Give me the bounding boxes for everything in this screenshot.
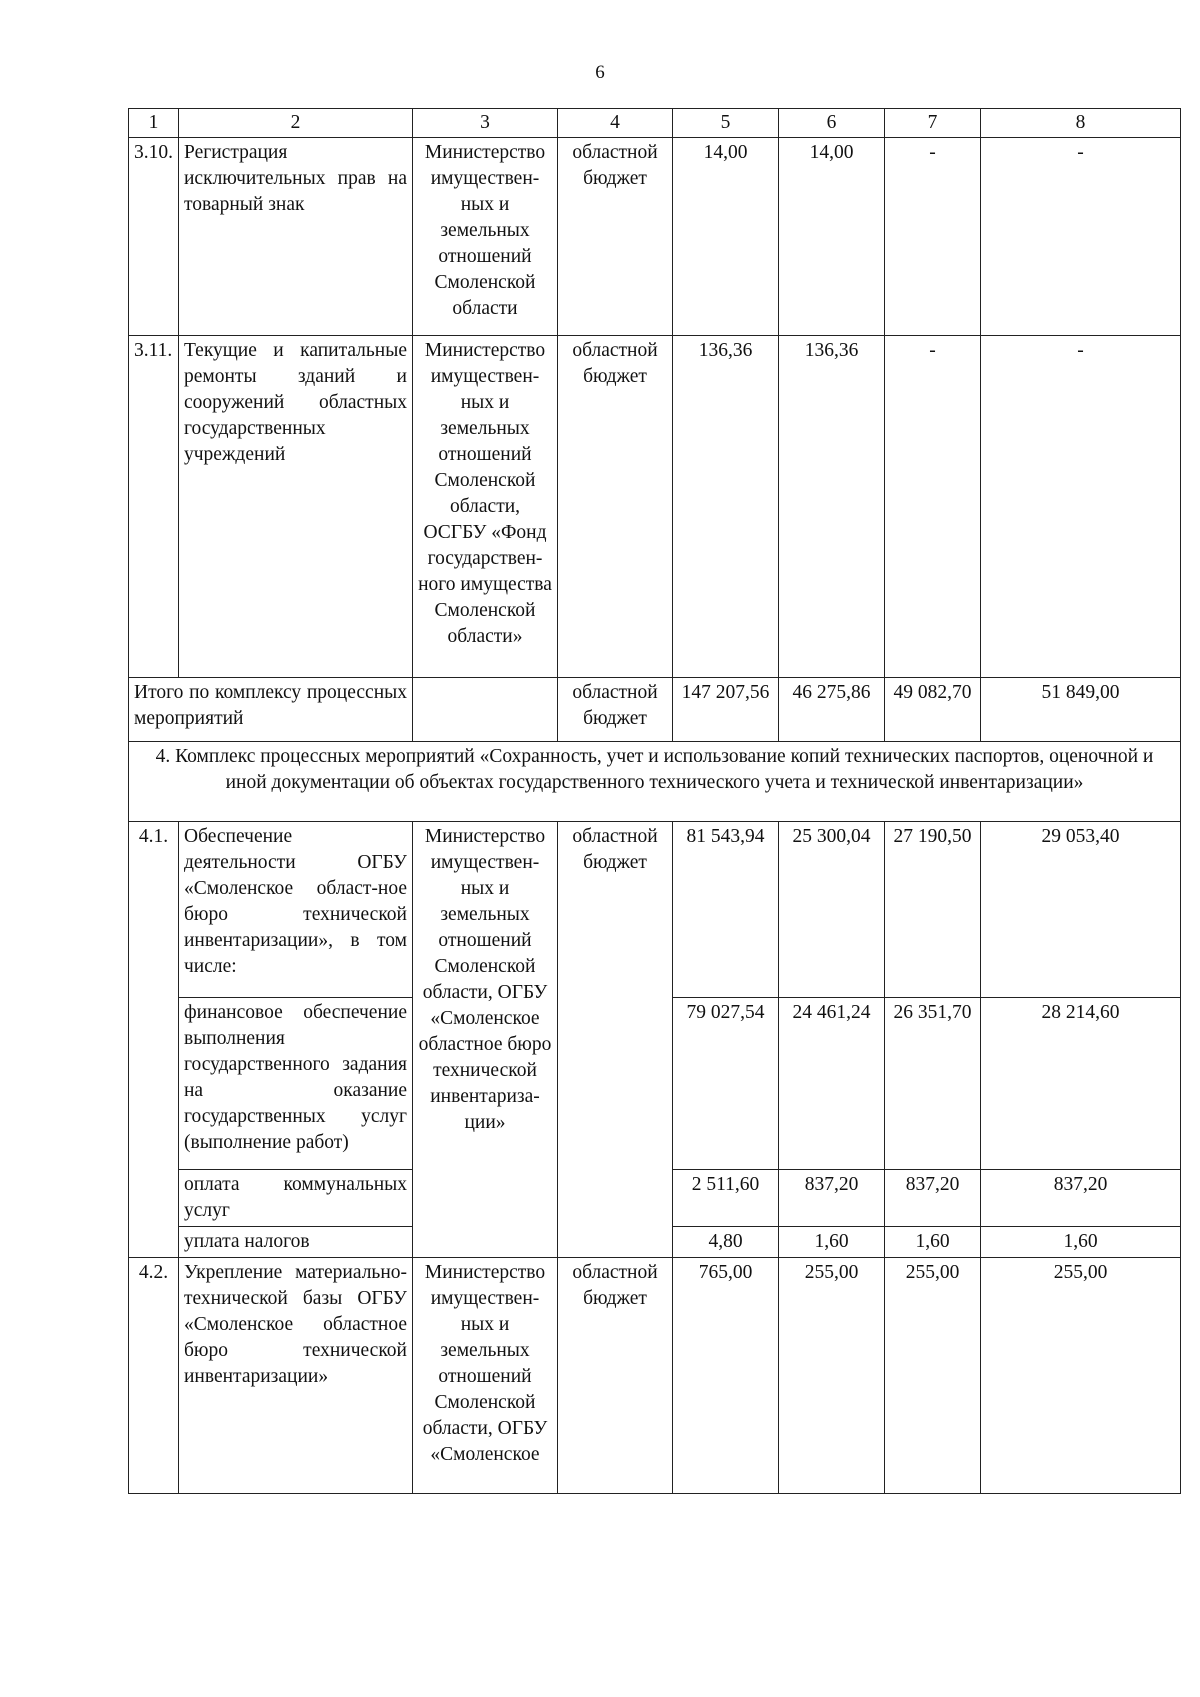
total-value-7: 49 082,70 (885, 678, 981, 742)
total-label: Итого по комплексу процессных мероприятий (129, 678, 413, 742)
row-name: Текущие и капитальные ремонты зданий и сооружений областных государственных учреждений (179, 336, 413, 678)
row-number: 3.10. (129, 138, 179, 336)
total-value-5: 147 207,56 (673, 678, 779, 742)
total-value-6: 46 275,86 (779, 678, 885, 742)
section-row (129, 742, 1181, 822)
sub-value-7: 26 351,70 (885, 998, 981, 1170)
sub-row-name: финансовое обеспечение выполнения государственного задания на оказание государственных услуг (выполнение работ) (179, 998, 413, 1170)
table-row (129, 336, 1181, 678)
row-number: 3.11. (129, 336, 179, 678)
table-row (129, 138, 1181, 336)
row-value-5: 81 543,94 (673, 822, 779, 998)
sub-value-8: 1,60 (981, 1227, 1181, 1258)
row-value-7: - (885, 336, 981, 678)
sub-value-6: 1,60 (779, 1227, 885, 1258)
row-executor: Министерство имуществен-ных и земельных отношений Смоленской области, ОСГБУ «Фонд государствен-ного имущества Смоленской области» (413, 336, 558, 678)
sub-value-7: 1,60 (885, 1227, 981, 1258)
row-value-8: 29 053,40 (981, 822, 1181, 998)
col-header-8: 8 (981, 109, 1181, 138)
col-header-7: 7 (885, 109, 981, 138)
sub-value-8: 837,20 (981, 1170, 1181, 1227)
table-row (129, 822, 1181, 998)
row-number: 4.1. (129, 822, 179, 1258)
row-name: Обеспечение деятельности ОГБУ «Смоленское област-ное бюро технической инвентаризации», в том числе: (179, 822, 413, 998)
row-source: областной бюджет (558, 822, 673, 1258)
row-value-5: 136,36 (673, 336, 779, 678)
row-value-6: 255,00 (779, 1258, 885, 1494)
row-source: областной бюджет (558, 138, 673, 336)
sub-value-5: 79 027,54 (673, 998, 779, 1170)
col-header-2: 2 (179, 109, 413, 138)
row-value-8: - (981, 138, 1181, 336)
sub-row-name: уплата налогов (179, 1227, 413, 1258)
sub-value-8: 28 214,60 (981, 998, 1181, 1170)
row-value-8: - (981, 336, 1181, 678)
page-number: 6 (595, 62, 605, 83)
sub-value-7: 837,20 (885, 1170, 981, 1227)
col-header-5: 5 (673, 109, 779, 138)
col-header-6: 6 (779, 109, 885, 138)
row-executor: Министерство имуществен-ных и земельных отношений Смоленской области, ОГБУ «Смоленское областное бюро технической инвентариза-ции» (413, 822, 558, 1258)
sub-value-5: 2 511,60 (673, 1170, 779, 1227)
row-number: 4.2. (129, 1258, 179, 1494)
total-value-8: 51 849,00 (981, 678, 1181, 742)
col-header-3: 3 (413, 109, 558, 138)
row-name: Регистрация исключительных прав на товарный знак (179, 138, 413, 336)
row-value-6: 25 300,04 (779, 822, 885, 998)
total-row (129, 678, 1181, 742)
table-row (129, 1258, 1181, 1494)
row-value-8: 255,00 (981, 1258, 1181, 1494)
row-value-7: 27 190,50 (885, 822, 981, 998)
row-value-7: 255,00 (885, 1258, 981, 1494)
budget-table (128, 108, 1181, 1494)
sub-row-name: оплата коммунальных услуг (179, 1170, 413, 1227)
col-header-4: 4 (558, 109, 673, 138)
sub-value-5: 4,80 (673, 1227, 779, 1258)
row-value-5: 14,00 (673, 138, 779, 336)
section-title: 4. Комплекс процессных мероприятий «Сохранность, учет и использование копий технических паспортов, оценочной и иной документации об объектах государственного технического учета и технической инвентаризации» (129, 742, 1181, 822)
sub-value-6: 24 461,24 (779, 998, 885, 1170)
header-row (129, 109, 1181, 138)
col-header-1: 1 (129, 109, 179, 138)
row-value-6: 14,00 (779, 138, 885, 336)
row-source: областной бюджет (558, 1258, 673, 1494)
total-executor-empty (413, 678, 558, 742)
row-name: Укрепление материально-технической базы ОГБУ «Смоленское областное бюро технической инвентаризации» (179, 1258, 413, 1494)
row-executor: Министерство имуществен-ных и земельных отношений Смоленской области (413, 138, 558, 336)
sub-value-6: 837,20 (779, 1170, 885, 1227)
row-source: областной бюджет (558, 336, 673, 678)
row-executor: Министерство имуществен-ных и земельных отношений Смоленской области, ОГБУ «Смоленское (413, 1258, 558, 1494)
row-value-6: 136,36 (779, 336, 885, 678)
row-value-7: - (885, 138, 981, 336)
row-value-5: 765,00 (673, 1258, 779, 1494)
total-source: областной бюджет (558, 678, 673, 742)
